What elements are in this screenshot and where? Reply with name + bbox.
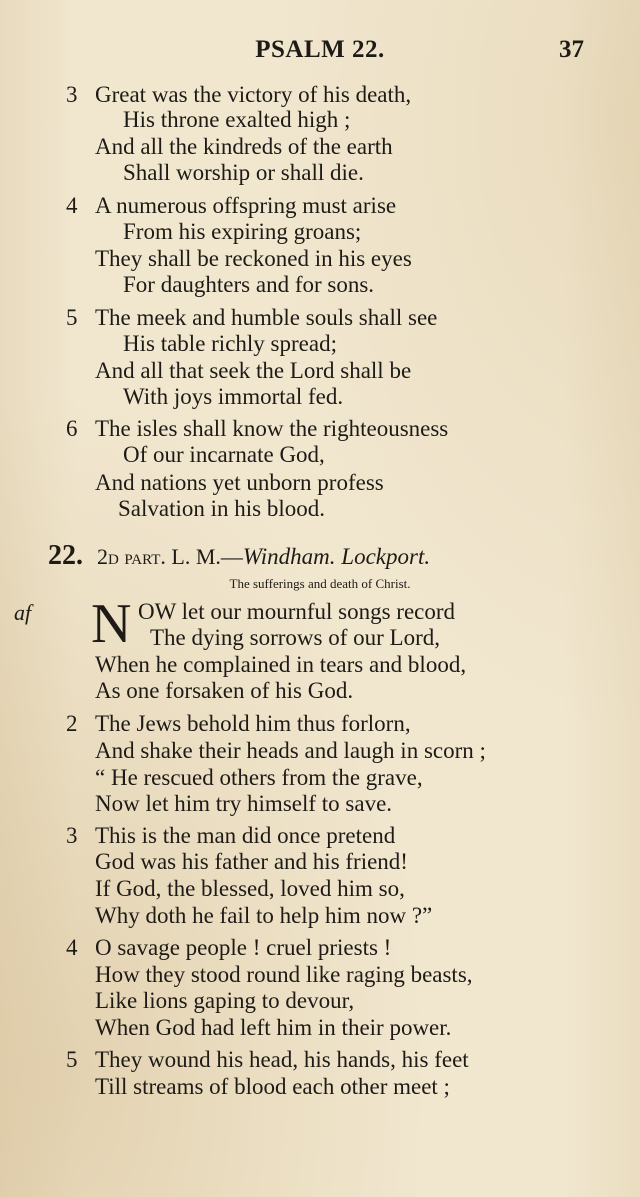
verse-line: His table richly spread; [123,331,337,356]
verse-line: The isles shall know the righteousness [95,416,449,441]
verse-line: Shall worship or shall die. [123,160,364,185]
stanza-number: 5 [66,1047,78,1072]
stanza-number: 6 [66,416,78,441]
verse-line: And all that seek the Lord shall be [95,358,412,383]
verse-line: O savage people ! cruel priests ! [95,935,392,960]
verse-line: Of our incarnate God, [123,442,325,467]
verse-line: The dying sorrows of our Lord, [150,625,441,650]
verse-line: When he complained in tears and blood, [95,652,467,677]
verse-line: As one forsaken of his God. [95,678,354,703]
hymn-meter: 2d part. L. M.— [97,544,243,569]
verse-line: Like lions gaping to devour, [95,988,355,1013]
verse-line: Why doth he fail to help him now ?” [95,903,433,928]
verse-line: With joys immortal fed. [123,384,344,409]
verse-line: A numerous offspring must arise [95,193,397,218]
verse-line: They wound his head, his hands, his feet [95,1047,469,1072]
verse-line: When God had left him in their power. [95,1015,452,1040]
drop-cap: N [91,593,132,655]
verse-line: God was his father and his friend! [95,849,408,874]
verse-line: For daughters and for sons. [123,272,375,297]
stanza-number: 4 [66,935,78,960]
verse-line: The Jews behold him thus forlorn, [95,711,411,736]
stanza-number: 5 [66,305,78,330]
verse-line: This is the man did once pretend [95,823,396,848]
verse-line: And nations yet unborn profess [95,470,384,495]
page-title: PSALM 22. [255,36,385,63]
verse-line: How they stood round like raging beasts, [95,962,473,987]
verse-line: They shall be reckoned in his eyes [95,246,412,271]
verse-line: And all the kindreds of the earth [95,134,393,159]
hymn-number: 22. [48,540,83,571]
verse-line: OW let our mournful songs record [138,599,456,624]
stanza-number: 3 [66,823,78,848]
verse-line: Salvation in his blood. [118,496,325,521]
hymn-key-mark: af [14,600,32,625]
verse-line: The meek and humble souls shall see [95,305,438,330]
verse-line: “ He rescued others from the grave, [95,765,423,790]
hymn-heading [48,540,608,572]
verse-line: Great was the victory of his death, [95,82,412,107]
verse-line: And shake their heads and laugh in scorn ; [95,738,486,763]
stanza-number: 3 [66,82,78,107]
page-number: 37 [559,36,584,63]
verse-line: His throne exalted high ; [123,107,351,132]
hymn-subtitle: The sufferings and death of Christ. [229,576,411,591]
stanza-number: 2 [66,711,78,736]
verse-line: If God, the blessed, loved him so, [95,876,405,901]
page-header [0,36,640,70]
hymn-tunes: Windham. Lockport. [242,544,431,569]
stanza-number: 4 [66,193,78,218]
verse-line: Now let him try himself to save. [95,791,393,816]
verse-line: From his expiring groans; [123,219,362,244]
verse-line: Till streams of blood each other meet ; [95,1074,450,1099]
